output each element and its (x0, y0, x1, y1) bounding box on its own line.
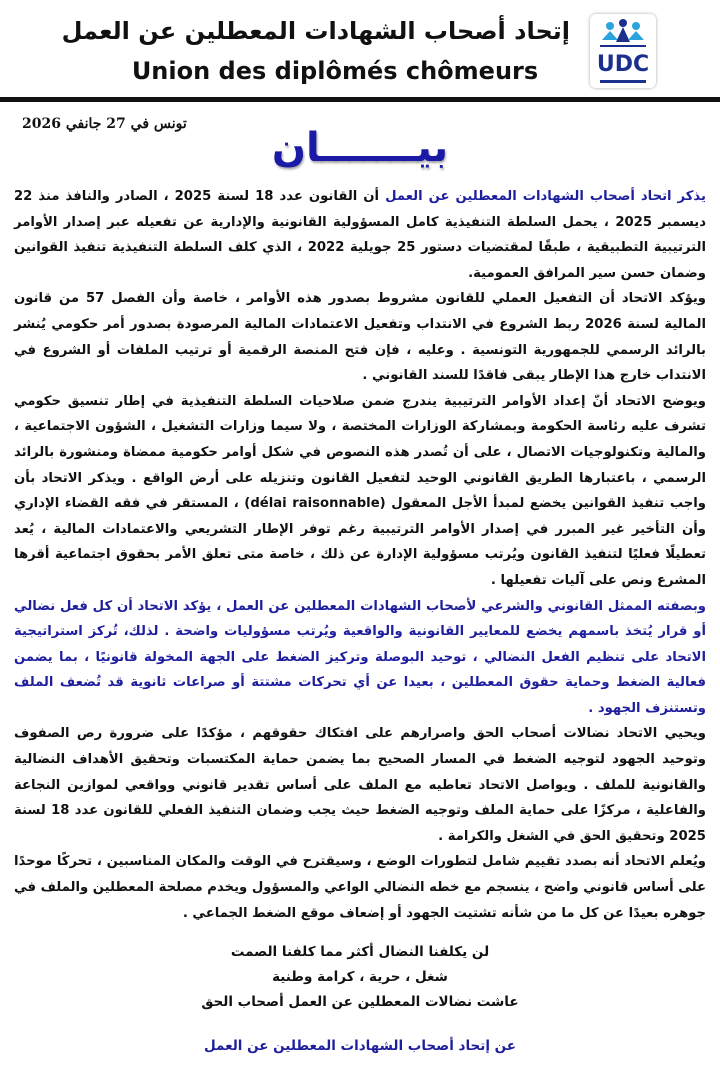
logo-text: UDC (596, 52, 650, 77)
paragraph-3: ويوضح الاتحاد أنّ إعداد الأوامر الترتيبية يندرج ضمن صلاحيات السلطة التنفيذية في إطار تنسيق حكومي تشرف عليه رئاسة الحكومة وبمشاركة الوزارات المختصة ، ولا سيما وزارات التشغيل ، الشؤون الاجتماعية ، والمالية وتكنولوجيات الاتصال ، على أن تُصدر هذه النصوص في شكل أوامر حكومية ممضاة ومنشورة بالرائد الرسمي ، باعتبارها الطريق القانوني الوحيد لتفعيل القانون وتنزيله على أرض الواقع . ويذكر الاتحاد بأن واجب تنفيذ القوانين يخضع لمبدأ الأجل المعقول (délai raisonnable) ، المستقر في فقه القضاء الإداري وأن التأخير غير المبرر في إصدار الأوامر الترتيبية رغم توفر الإطار التشريعي والاعتمادات المالية ، يُعد تعطيلًا فعليًا لتنفيذ القانون ويُرتب مسؤولية الإدارة عن ذلك ، خاصة متى تعلق الأمر بحقوق اجتماعية أقرها المشرع ونص على آليات تفعيلها . (14, 393, 706, 588)
paragraph-2: ويؤكد الاتحاد أن التفعيل العملي للقانون مشروط بصدور هذه الأوامر ، خاصة وأن الفصل 57 من قانون المالية لسنة 2026 ربط الشروع في الانتداب وتفعيل الاعتمادات المالية المرصودة بصدور أمر حكومي يُنشر بالرائد الرسمي للجمهورية التونسية . وعليه ، فإن فتح المنصة الرقمية أو ترتيب الملفات أو الشروع في الانتداب خارج هذا الإطار يبقى فاقدًا للسند القانوني . (14, 291, 706, 384)
organization-name-french: Union des diplômés chômeurs (131, 57, 539, 85)
udc-logo-icon (590, 14, 656, 88)
slogan-2: شغل ، حرية ، كرامة وطنية (272, 969, 448, 986)
paragraph-6: ويُعلم الاتحاد أنه بصدد تقييم شامل لتطورات الوضع ، وسيقترح في الوقت والمكان المناسبين ، تحركًا موحدًا على أساس قانوني واضح ، ينسجم مع خطه النضالي الواعي والمسؤول ويخدم مصلحة المعطلين والملف في جوهره بعيدًا عن كل ما من شأنه تشتيت الجهود أو إضعاف موقع الضغط الجماعي . (14, 854, 706, 921)
slogan-1: لن يكلفنا النضال أكثر مما كلفنا الصمت (230, 944, 490, 961)
paragraph-1-text: أن القانون عدد 18 لسنة 2025 ، الصادر والنافذ منذ 22 ديسمبر 2025 ، يحمل السلطة التنفيذية كامل المسؤولية القانونية والإدارية عن تفعيله عبر إصدار الأوامر الترتيبية التطبيقية ، طبقًا لمقتضيات دستور 25 جويلية 2022 ، الذي كلف السلطة التنفيذية تنفيذ القوانين وضمان حسن سير المرافق العمومية. (14, 189, 707, 281)
paragraph-4: وبصفته الممثل القانوني والشرعي لأصحاب الشهادات المعطلين عن العمل ، يؤكد الاتحاد أن كل فعل نضالي أو قرار يُتخذ باسمهم يخضع للمعايير القانونية والواقعية ويُرتب مسؤوليات واضحة . لذلك، تُركز استراتيجية الاتحاد على تنظيم الفعل النضالي ، توحيد البوصلة وتركيز الضغط على الجهة المخولة قانونيًا ، بما يضمن فعالية الضغط وحماية حقوق المعطلين ، بعيدا عن أي تحركات مشتتة أو صراعات ثانوية قد تُضعف الملف وتستنزف الجهود . (14, 598, 706, 716)
slogan-3: عاشت نضالات المعطلين عن العمل أصحاب الحق (201, 994, 519, 1011)
paragraph-1 (14, 184, 706, 286)
signature: عن إتحاد أصحاب الشهادات المعطلين عن العمل (203, 1038, 517, 1055)
paragraph-1-highlight: يذكر اتحاد أصحاب الشهادات المعطلين عن العمل (385, 189, 706, 204)
organization-name-arabic: إتحاد أصحاب الشهادات المعطلين عن العمل (61, 17, 570, 45)
paragraph-5: ويحيي الاتحاد نضالات أصحاب الحق واصرارهم على افتكاك حقوقهم ، مؤكدًا على ضرورة رص الصفوف وتوحيد الجهود لتوجيه الضغط في المسار الصحيح بما يضمن حماية المكتسبات وتحقيق الأهداف النضالية والقانونية للملف . ويواصل الاتحاد تعاطيه مع الملف على أساس تقدير قانوني وواقعي لموازين النجاعة والفاعلية ، مركزًا على حماية الملف وتوجيه الضغط حيث يجب وضمان التنفيذ الفعلي للقانون عدد 18 لسنة 2025 وتحقيق الحق في الشغل والكرامة . (14, 726, 706, 844)
title-row (0, 102, 720, 180)
closing-slogans (130, 940, 590, 1015)
letterhead (0, 0, 720, 96)
document-title: بيـــــــان (271, 125, 449, 171)
statement-body (14, 184, 706, 926)
document-date: تونس في 27 جانفي 2026 (22, 116, 187, 132)
